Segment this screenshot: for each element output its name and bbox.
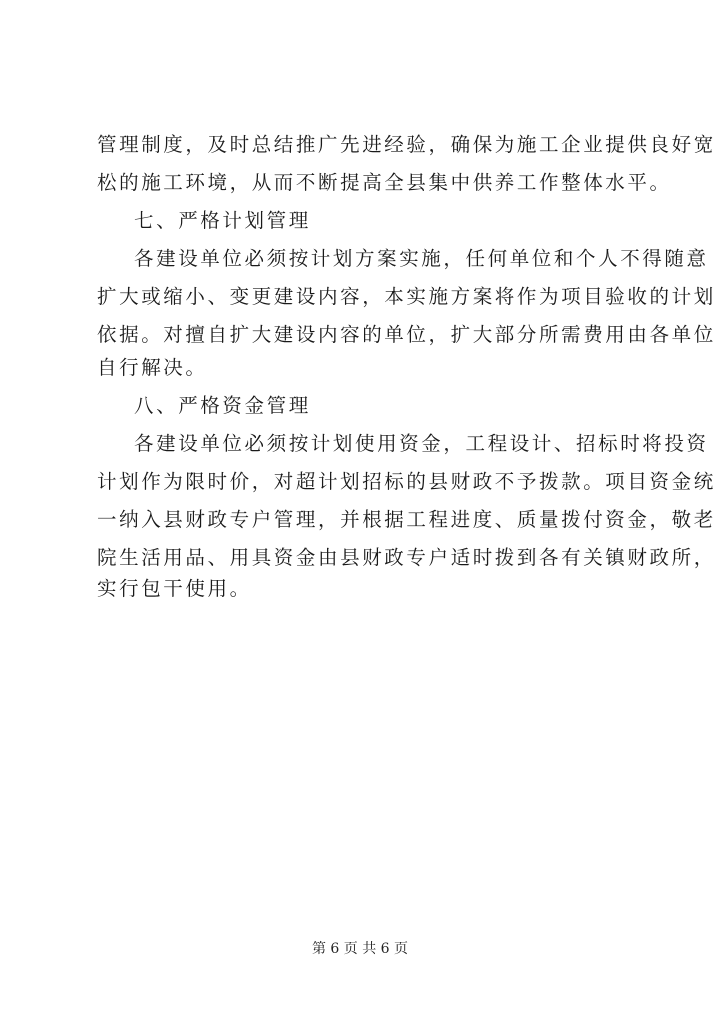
body-text-line: 各建设单位必须按计划使用资金，工程设计、招标时将投资 — [134, 432, 709, 455]
body-text-line: 计划作为限时价，对超计划招标的县财政不予拨款。项目资金统 — [97, 470, 716, 493]
body-text-line: 一纳入县财政专户管理，并根据工程进度、质量拨付资金，敬老 — [97, 508, 716, 531]
body-text-line: 各建设单位必须按计划方案实施，任何单位和个人不得随意 — [134, 247, 709, 270]
body-text-line: 扩大或缩小、变更建设内容，本实施方案将作为项目验收的计划 — [97, 285, 716, 308]
body-text-line: 管理制度，及时总结推广先进经验，确保为施工企业提供良好宽 — [97, 133, 716, 156]
body-text-line: 院生活用品、用具资金由县财政专户适时拨到各有关镇财政所， — [97, 546, 716, 569]
section-heading-seven: 七、严格计划管理 — [134, 209, 311, 232]
page-number-footer: 第 6 页 共 6 页 — [311, 941, 409, 957]
body-text-line: 自行解决。 — [97, 356, 208, 379]
body-text-line: 实行包干使用。 — [97, 577, 252, 600]
body-text-line: 依据。对擅自扩大建设内容的单位，扩大部分所需费用由各单位 — [97, 323, 716, 346]
section-heading-eight: 八、严格资金管理 — [134, 394, 311, 417]
body-text-line: 松的施工环境，从而不断提高全县集中供养工作整体水平。 — [97, 171, 672, 194]
